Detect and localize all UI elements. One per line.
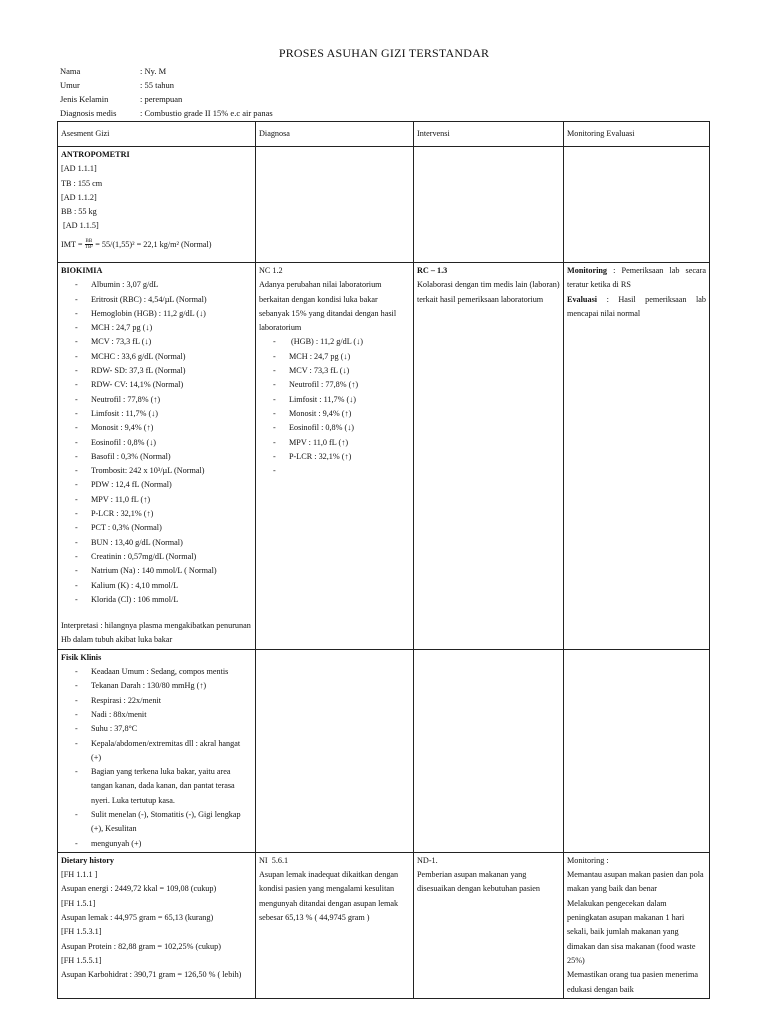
interpretation-text: Interpretasi : hilangnya plasma mengakibatkan penurunan Hb dalam tubuh akibat luka bakar <box>61 621 251 645</box>
text-line: [AD 1.1.2] <box>61 192 97 202</box>
dietary-monitoring-cell <box>564 852 710 998</box>
list-item: - Basofil : 0,3% (Normal) <box>75 450 252 464</box>
fisik-cell <box>58 649 256 852</box>
imt-denominator: TB² <box>84 245 93 251</box>
list-item: - Kalium (K) : 4,10 mmol/L <box>75 579 252 593</box>
list-item <box>273 464 410 478</box>
list-item: - MCH : 24,7 pg (↓) <box>75 321 252 335</box>
list-item: - MCH : 24,7 pg (↓) <box>273 350 410 364</box>
list-item: - MCV : 73,3 fL (↓) <box>75 335 252 349</box>
evaluation-block <box>567 293 706 322</box>
section-heading: Dietary history <box>61 855 114 865</box>
intervention-text: Pemberian asupan makanan yang disesuaikan dengan kebutuhan pasien <box>417 870 541 894</box>
imt-prefix: IMT = <box>61 239 83 249</box>
list-item: - MPV : 11,0 fL (↑) <box>273 436 410 450</box>
field-label: Nama <box>60 66 81 76</box>
list-item: - Limfosit : 11,7% (↓) <box>273 393 410 407</box>
lab-results-list <box>61 278 252 607</box>
list-item: - Monosit : 9,4% (↑) <box>75 421 252 435</box>
list-item: - BUN : 13,40 g/dL (Normal) <box>75 536 252 550</box>
list-item: - PDW : 12,4 fL (Normal) <box>75 478 252 492</box>
dietary-diagnosa-cell <box>256 852 414 998</box>
text-line: TB : 155 cm <box>61 178 103 188</box>
biokimia-monitoring-cell <box>564 263 710 650</box>
dietary-intervensi-cell <box>414 852 564 998</box>
fisik-diagnosa-cell <box>256 649 414 852</box>
diagnosis-text: Adanya perubahan nilai laboratorium berkaitan dengan kondisi luka bakar sebanyak 15% yang ditandai dengan hasil laboratorium <box>259 280 397 333</box>
list-item: - Eosinofil : 0,8% (↓) <box>273 421 410 435</box>
dietary-cell <box>58 852 256 998</box>
monitoring-text: : Pemeriksaan lab secara teratur ketika di RS <box>567 266 707 290</box>
antropometri-diagnosa-cell <box>256 147 414 263</box>
page-title: PROSES ASUHAN GIZI TERSTANDAR <box>278 46 490 60</box>
biokimia-row <box>58 263 710 650</box>
imt-numerator: BB <box>85 239 93 245</box>
clinical-list <box>61 665 252 851</box>
dietary-row <box>58 852 710 998</box>
list-item: - Nadi : 88x/menit <box>75 708 252 722</box>
evaluation-text: : Hasil pemeriksaan lab mencapai nilai normal <box>567 294 707 318</box>
antropometri-row <box>58 147 710 263</box>
intervention-code: RC – 1.3 <box>417 266 448 275</box>
biokimia-cell <box>58 263 256 650</box>
monitoring-block <box>567 264 706 293</box>
diagnosis-code: NI 5.6.1 <box>259 855 289 865</box>
list-item: - Bagian yang terkena luka bakar, yaitu area tangan kanan, dada kanan, dan pantat terasa nyeri. Luka tertutup kasa. <box>75 765 252 808</box>
list-item: - P-LCR : 32,1% (↑) <box>273 450 410 464</box>
list-item: - PCT : 0,3% (Normal) <box>75 521 252 535</box>
list-item: - Suhu : 37,8°C <box>75 722 252 736</box>
header-monitoring: Monitoring Evaluasi <box>564 122 710 147</box>
header-row <box>58 122 710 147</box>
list-item: - Sulit menelan (-), Stomatitis (-), Gigi lengkap (+), Kesulitan <box>75 808 252 837</box>
field-label: Jenis Kelamin <box>60 94 109 104</box>
intervention-text: Kolaborasi dengan tim medis lain (laboran) terkait hasil pemeriksaan laboratorium <box>417 280 560 304</box>
monitoring-line: Memastikan orang tua pasien menerima edukasi dengan baik <box>567 970 698 994</box>
field-value: : 55 tahun <box>140 80 174 90</box>
header-asesmen: Asesment Gizi <box>58 122 256 147</box>
text-line: [AD 1.1.1] <box>61 164 97 174</box>
field-value: : perempuan <box>140 94 183 104</box>
antropometri-intervensi-cell <box>414 147 564 263</box>
list-item: - Kepala/abdomen/extremitas dll : akral hangat (+) <box>75 737 252 766</box>
section-heading: BIOKIMIA <box>61 266 103 275</box>
list-item: - Eosinofil : 0,8% (↓) <box>75 436 252 450</box>
list-item: - Trombosit: 242 x 10³/µL (Normal) <box>75 464 252 478</box>
evaluation-label: Evaluasi <box>567 294 598 304</box>
list-item: - Neutrofil : 77,8% (↑) <box>273 378 410 392</box>
antropometri-monitoring-cell <box>564 147 710 263</box>
field-value: : Combustio grade II 15% e.c air panas <box>140 108 273 118</box>
monitoring-line: Memantau asupan makan pasien dan pola makan yang baik dan benar <box>567 870 704 894</box>
patient-diagnosis-row <box>60 106 273 120</box>
fisik-intervensi-cell <box>414 649 564 852</box>
imt-fraction <box>85 239 94 250</box>
biokimia-intervensi-cell <box>414 263 564 650</box>
list-item: - mengunyah (+) <box>75 837 252 851</box>
list-item: - Natrium (Na) : 140 mmol/L ( Normal) <box>75 564 252 578</box>
header-intervensi: Intervensi <box>414 122 564 147</box>
list-item: - Keadaan Umum : Sedang, compos mentis <box>75 665 252 679</box>
list-item: - Limfosit : 11,7% (↓) <box>75 407 252 421</box>
list-item: - (HGB) : 11,2 g/dL (↓) <box>273 335 410 349</box>
diagnosis-code: NC 1.2 <box>259 266 283 275</box>
imt-result: = 55/(1,55)² = 22,1 kg/m² (Normal) <box>95 239 212 249</box>
text-line: BB : 55 kg <box>61 207 97 217</box>
list-item: - Respirasi : 22x/menit <box>75 694 252 708</box>
list-item: - Tekanan Darah : 130/80 mmHg (↑) <box>75 679 252 693</box>
field-label: Diagnosis medis <box>60 108 117 118</box>
field-value: : Ny. M <box>140 66 167 76</box>
text-line: [AD 1.1.5] <box>61 221 99 231</box>
text-line: Asupan energi : 2449,72 kkal = 109,08 (cukup) <box>61 884 217 894</box>
text-line: [FH 1.5.1] <box>61 898 96 908</box>
patient-name-row <box>60 64 273 78</box>
list-item: - Neutrofil : 77,8% (↑) <box>75 393 252 407</box>
section-heading: Fisik Klinis <box>61 652 102 662</box>
monitoring-line: Melakukan pengecekan dalam peningkatan asupan makanan 1 hari sekali, baik jumlah makanan yang dimakan dan sisa makanan (food waste 25%) <box>567 898 696 965</box>
list-item: - P-LCR : 32,1% (↑) <box>75 507 252 521</box>
text-line: [FH 1.1.1 ] <box>61 870 98 880</box>
diagnosis-lab-list <box>259 335 410 478</box>
header-diagnosa: Diagnosa <box>256 122 414 147</box>
intervention-code: ND-1. <box>417 855 438 865</box>
list-item: - RDW- CV: 14,1% (Normal) <box>75 378 252 392</box>
list-item: - Hemoglobin (HGB) : 11,2 g/dL (↓) <box>75 307 252 321</box>
list-item: - MPV : 11,0 fL (↑) <box>75 493 252 507</box>
text-line: [FH 1.5.3.1] <box>61 927 102 937</box>
fisik-row <box>58 649 710 852</box>
fisik-monitoring-cell <box>564 649 710 852</box>
text-line: [FH 1.5.5.1] <box>61 955 102 965</box>
text-line: Asupan Karbohidrat : 390,71 gram = 126,50 % ( lebih) <box>61 970 242 980</box>
antropometri-cell <box>58 147 256 263</box>
section-heading: ANTROPOMETRI <box>61 150 130 159</box>
list-item: - MCHC : 33,6 g/dL (Normal) <box>75 350 252 364</box>
biokimia-diagnosa-cell <box>256 263 414 650</box>
monitoring-label: Monitoring : <box>567 855 609 865</box>
imt-formula <box>61 238 252 252</box>
spacer <box>61 607 252 619</box>
list-item: - Creatinin : 0,57mg/dL (Normal) <box>75 550 252 564</box>
list-item: - Monosit : 9,4% (↑) <box>273 407 410 421</box>
field-label: Umur <box>60 80 80 90</box>
text-line: Asupan Protein : 82,88 gram = 102,25% (cukup) <box>61 941 221 951</box>
list-item: - RDW- SD: 37,3 fL (Normal) <box>75 364 252 378</box>
list-item: - MCV : 73,3 fL (↓) <box>273 364 410 378</box>
diagnosis-text: Asupan lemak inadequat dikaitkan dengan kondisi pasien yang mengalami kesulitan mengunyah ditandai dengan asupan lemak sebesar 65,13 % ( 44,9745 gram ) <box>259 870 399 923</box>
list-item: - Klorida (Cl) : 106 mmol/L <box>75 593 252 607</box>
patient-gender-row <box>60 92 273 106</box>
monitoring-label: Monitoring <box>567 266 608 275</box>
list-item: - Eritrosit (RBC) : 4,54/µL (Normal) <box>75 293 252 307</box>
list-item: - Albumin : 3,07 g/dL <box>75 278 252 292</box>
nutrition-care-table <box>57 121 710 999</box>
text-line: Asupan lemak : 44,975 gram = 65,13 (kurang) <box>61 913 214 923</box>
patient-age-row <box>60 78 273 92</box>
patient-identity <box>60 64 273 120</box>
